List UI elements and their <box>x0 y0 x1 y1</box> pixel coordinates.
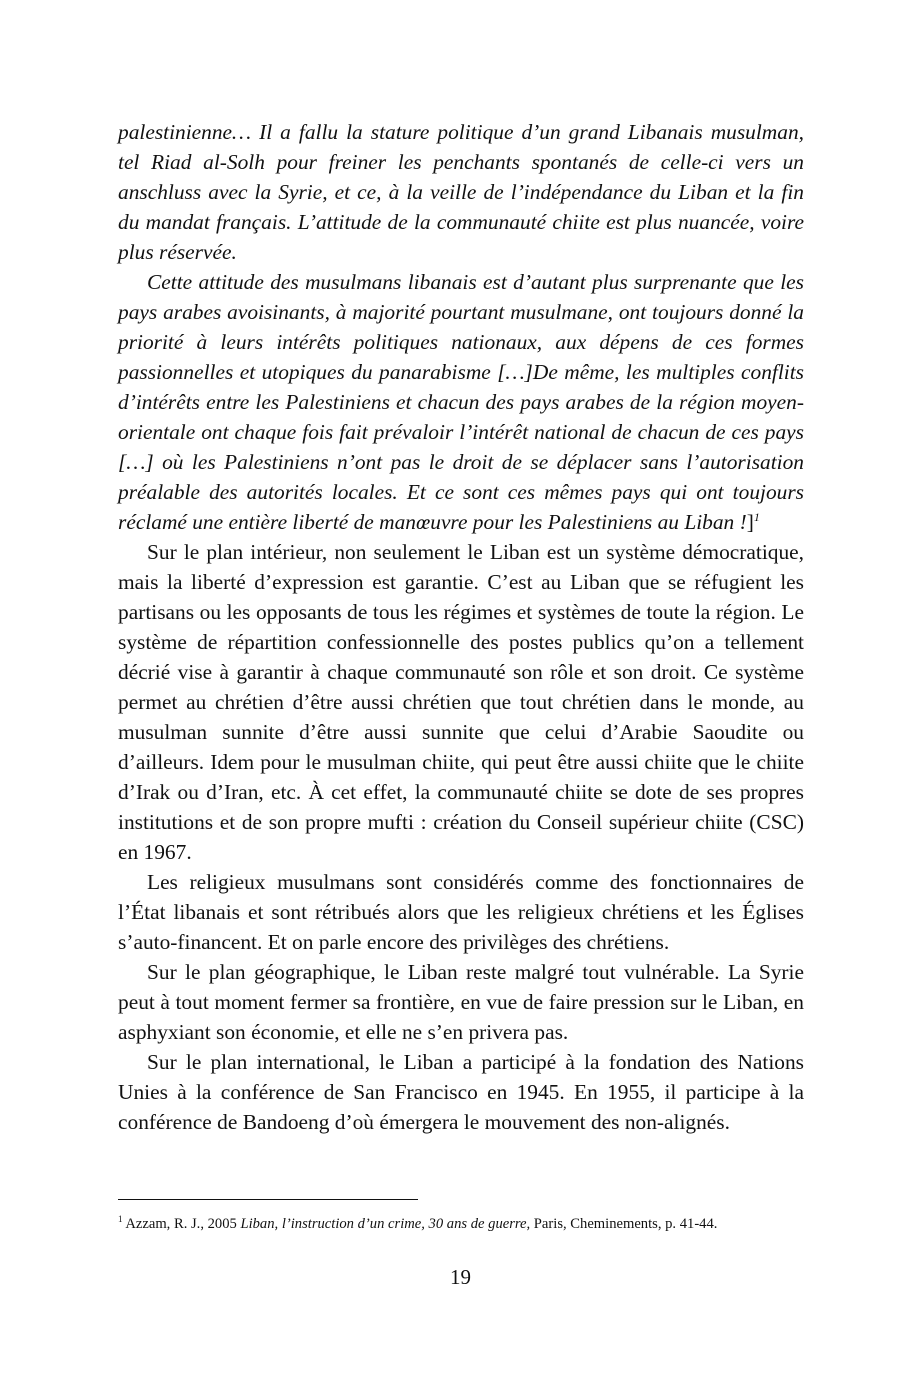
paragraph-religious-officials: Les religieux musulmans sont considérés comme des fonctionnaires de l’État libanais et sont rétribués alors que les religieux chrétiens et les Églises s’auto-financent. Et on parle encore des privilèges des chrétiens. <box>118 870 804 954</box>
paragraph-interior-politics: Sur le plan intérieur, non seulement le Liban est un système démocratique, mais la liberté d’expression est garantie. C’est au Liban que se réfugient les partisans ou les opposants de tous les régimes et systèmes de toute la région. Le système de répartition confessionnelle des postes publics qu’on a tellement décrié vise à garantir à chaque communauté son rôle et son droit. Ce système permet au chrétien d’être aussi chrétien que tout chrétien dans le monde, au musulman sunnite d’être aussi sunnite que celui d’Arabie Saoudite ou d’ailleurs. Idem pour le musulman chiite, qui peut être aussi chiite que le chiite d’Irak ou d’Iran, etc. À cet effet, la communauté chiite se dote de ses propres institutions et de son propre mufti : création du Conseil supérieur chiite (CSC) en 1967. <box>118 540 804 864</box>
paragraph-international: Sur le plan international, le Liban a participé à la fondation des Nations Unies à la conférence de San Francisco en 1945. En 1955, il participe à la conférence de Bandoeng d’où émergera le mouvement des non-alignés. <box>118 1050 804 1134</box>
footnote <box>118 1214 818 1234</box>
quote-text: Cette attitude des musulmans libanais est d’autant plus surprenante que les pays arabes avoisinants, à majorité pourtant musulmane, ont toujours donné la priorité à leurs intérêts politiques nationaux, aux dépens de ces formes passionnelles et utopiques du panarabisme […]De même, les multiples conflits d’intérêts entre les Palestiniens et chacun des pays arabes de la région moyen-orientale ont chaque fois fait prévaloir l’intérêt national de chacun de ces pays […] où les Palestiniens n’ont pas le droit de se déplacer sans l’autorisation préalable des autorités locales. Et ce sont ces mêmes pays qui ont toujours réclamé une entière liberté de manœuvre pour les Palestiniens au Liban ! <box>118 270 804 534</box>
page-body <box>118 117 804 1137</box>
footnote-reference[interactable]: 1 <box>753 509 760 524</box>
footnote-title: Liban, l’instruction d’un crime, 30 ans de guerre, <box>240 1216 531 1232</box>
footnote-separator <box>118 1199 418 1200</box>
paragraph-quote-continuation: palestinienne… Il a fallu la stature politique d’un grand Libanais musulman, tel Riad al-Solh pour freiner les penchants spontanés de celle-ci vers un anschluss avec la Syrie, et ce, à la veille de l’indépendance du Liban et la fin du mandat français. L’attitude de la communauté chiite est plus nuancée, voire plus réservée. <box>118 120 804 264</box>
page-number: 19 <box>450 1265 471 1289</box>
footnote-author: Azzam, R. J., 2005 <box>122 1216 241 1232</box>
quote-closing-bracket: ] <box>746 510 754 534</box>
footnote-publisher: Paris, Cheminements, p. 41-44. <box>530 1216 718 1232</box>
paragraph-geography: Sur le plan géographique, le Liban reste malgré tout vulnérable. La Syrie peut à tout moment fermer sa frontière, en vue de faire pression sur le Liban, en asphyxiant son économie, et elle ne s’en privera pas. <box>118 960 804 1044</box>
paragraph-quote <box>118 267 804 537</box>
footnote-number: 1 <box>118 1214 123 1225</box>
